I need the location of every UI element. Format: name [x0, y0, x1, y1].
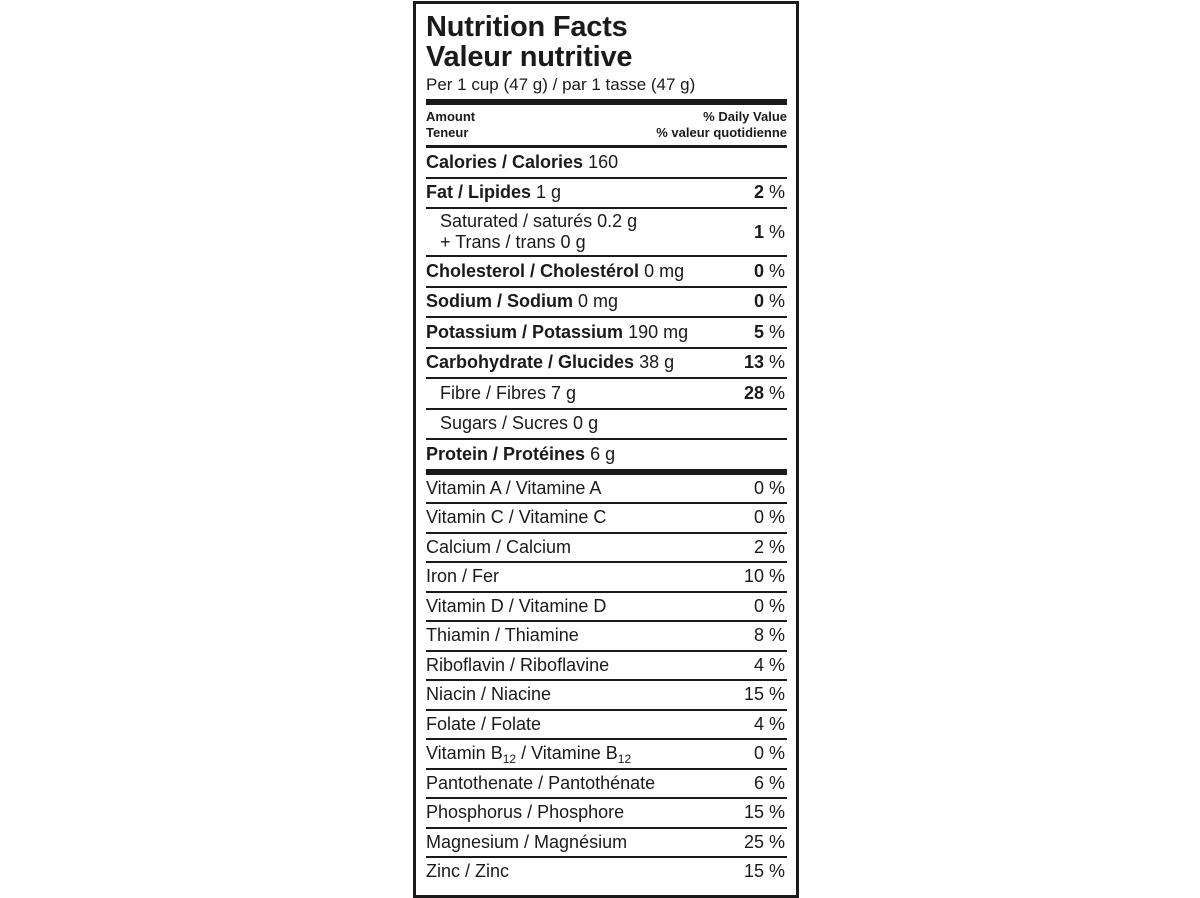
vitamin-pct: 15 % — [743, 684, 785, 705]
mineral-pct: 25 % — [743, 831, 785, 852]
vitamin-label: Iron / Fer — [426, 566, 500, 587]
vitamin-pct: 4 % — [753, 654, 785, 675]
valeur-quotidienne-label: % valeur quotidienne — [656, 125, 787, 140]
carbohydrate-pct-sign: % — [763, 352, 785, 373]
vitamin-row — [426, 622, 787, 652]
mineral-row — [426, 770, 787, 800]
b12-subscript-fr: 12 — [617, 752, 632, 767]
title-french: Valeur nutritive — [426, 41, 633, 73]
sugars-label: Sugars / Sucres 0 g — [440, 413, 599, 434]
sodium-pct-sign: % — [763, 291, 785, 312]
potassium-row — [426, 318, 787, 349]
b12-label-en: Vitamin B — [426, 743, 503, 764]
daily-value-label: % Daily Value — [703, 109, 787, 124]
vitamin-label: Thiamin / Thiamine — [426, 625, 579, 646]
calories-value: 160 — [588, 151, 619, 172]
sodium-amount: 0 mg — [578, 291, 619, 312]
sodium-label: Sodium / Sodium — [426, 291, 573, 312]
vitamin-label: Vitamin D / Vitamine D — [426, 595, 607, 616]
fibre-pct: 28 — [743, 382, 764, 403]
teneur-label: Teneur — [426, 125, 469, 140]
fibre-pct-sign: % — [763, 382, 785, 403]
cholesterol-pct: 0 — [753, 260, 764, 281]
sodium-row — [426, 288, 787, 319]
fat-label: Fat / Lipides — [426, 182, 532, 203]
protein-label: Protein / Protéines — [426, 443, 586, 464]
mineral-label: Phosphorus / Phosphore — [426, 802, 625, 823]
vitamin-pct: 8 % — [753, 625, 785, 646]
serving-size: Per 1 cup (47 g) / par 1 tasse (47 g) — [426, 75, 696, 94]
saturated-line2: + Trans / trans 0 g — [440, 232, 586, 252]
vitamin-pct: 0 % — [753, 477, 785, 498]
b12-label-fr: / Vitamine B — [516, 743, 618, 764]
mineral-row — [426, 799, 787, 829]
vitamin-pct: 0 % — [753, 507, 785, 528]
potassium-pct-sign: % — [763, 321, 785, 342]
vitamin-pct: 2 % — [753, 536, 785, 557]
fat-pct: 2 — [753, 182, 764, 203]
mineral-label: Zinc / Zinc — [426, 861, 510, 882]
fibre-row — [426, 379, 787, 410]
fibre-label: Fibre / Fibres 7 g — [440, 382, 577, 403]
mineral-label: Pantothenate / Pantothénate — [426, 772, 656, 793]
potassium-pct: 5 — [753, 321, 764, 342]
vitamin-row — [426, 593, 787, 623]
amount-label: Amount — [426, 109, 476, 124]
carbohydrate-amount: 38 g — [639, 352, 675, 373]
vitamin-row — [426, 563, 787, 593]
cholesterol-amount: 0 mg — [644, 260, 685, 281]
vitamin-label: Riboflavin / Riboflavine — [426, 654, 610, 675]
vitamin-label: Vitamin C / Vitamine C — [426, 507, 607, 528]
vitamin-row — [426, 652, 787, 682]
protein-amount: 6 g — [590, 443, 616, 464]
vitamin-label: Folate / Folate — [426, 713, 542, 734]
saturated-line1: Saturated / saturés 0.2 g — [440, 211, 638, 231]
vitamin-row — [426, 681, 787, 711]
vitamin-pct: 0 % — [753, 595, 785, 616]
vitamin-row — [426, 711, 787, 741]
fat-pct-sign: % — [763, 182, 785, 203]
vitamin-row — [426, 475, 787, 505]
column-header — [426, 105, 787, 145]
carbohydrate-label: Carbohydrate / Glucides — [426, 352, 635, 373]
vitamin-row — [426, 534, 787, 564]
saturated-pct: 1 — [753, 221, 764, 242]
potassium-label: Potassium / Potassium — [426, 321, 624, 342]
vitamin-row — [426, 504, 787, 534]
potassium-amount: 190 mg — [628, 321, 689, 342]
mineral-label: Magnesium / Magnésium — [426, 831, 628, 852]
cholesterol-pct-sign: % — [763, 260, 785, 281]
mineral-row — [426, 858, 787, 886]
vitamin-pct: 10 % — [743, 566, 785, 587]
fat-row — [426, 179, 787, 210]
mineral-pct: 15 % — [743, 861, 785, 882]
vitamin-label: Niacin / Niacine — [426, 684, 552, 705]
sodium-pct: 0 — [753, 291, 764, 312]
mineral-pct: 15 % — [743, 802, 785, 823]
fat-amount: 1 g — [536, 182, 562, 203]
saturated-pct-sign: % — [763, 221, 785, 242]
vitamin-label: Vitamin A / Vitamine A — [426, 477, 602, 498]
nutrition-facts-label — [413, 1, 799, 898]
mineral-pct: 6 % — [753, 772, 785, 793]
carbohydrate-row — [426, 349, 787, 380]
mineral-row — [426, 829, 787, 859]
title-english: Nutrition Facts — [426, 11, 628, 43]
vitamin-pct: 4 % — [753, 713, 785, 734]
vitamin-b12-row — [426, 740, 787, 770]
calories-row — [426, 148, 787, 179]
carbohydrate-pct: 13 — [743, 352, 764, 373]
protein-row — [426, 440, 787, 475]
b12-subscript-en: 12 — [502, 752, 517, 767]
saturated-row — [426, 209, 787, 257]
sugars-row — [426, 410, 787, 441]
vitamin-b12-pct: 0 % — [753, 743, 785, 764]
cholesterol-row — [426, 257, 787, 288]
cholesterol-label: Cholesterol / Cholestérol — [426, 260, 640, 281]
vitamin-label: Calcium / Calcium — [426, 536, 572, 557]
calories-label: Calories / Calories — [426, 151, 584, 172]
